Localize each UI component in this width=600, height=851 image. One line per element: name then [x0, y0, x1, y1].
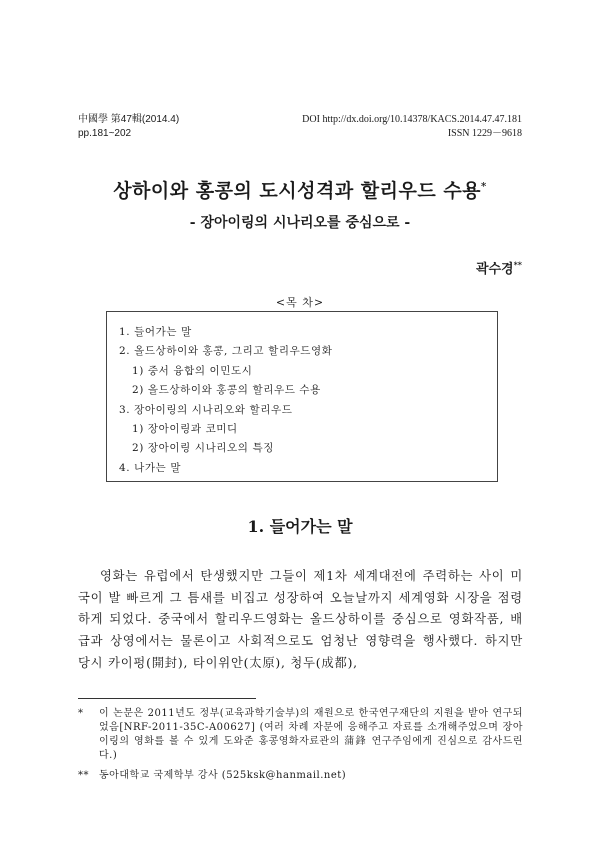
paper-title-text: 상하이와 홍콩의 도시성격과 할리우드 수용 [113, 180, 482, 202]
toc-item-3-2[interactable]: 2) 장아이링 시나리오의 특징 [132, 442, 274, 455]
footnote-1-mark: * [78, 708, 84, 719]
footnote-1 [78, 707, 523, 763]
body-paragraph: 영화는 유럽에서 탄생했지만 그들이 제1차 세계대전에 주력하는 사이 미국이 발 빠르게 그 틈새를 비집고 성장하여 오늘날까지 세계영화 시장을 점령하게 되었다. 중국에서 할리우드영화는 올드상하이를 중심으로 영화작품, 배급과 상영에서는 물론이고 사회적으로도 엄청난 영향력을 행사했다. 하지만 당시 카이펑(開封), 타이위안(太原), 청두(成都), [78, 569, 523, 670]
journal-info [78, 113, 179, 141]
author [476, 258, 522, 277]
paper-title [40, 176, 560, 203]
toc-item-2-1[interactable]: 1) 중서 융합의 이민도시 [132, 364, 253, 377]
footnote-2 [78, 769, 523, 783]
toc-item-2[interactable]: 2. 올드상하이와 홍콩, 그리고 할리우드영화 [119, 345, 333, 358]
doi-link[interactable]: DOI http://dx.doi.org/10.14378/KACS.2014.47.47.181 [302, 114, 522, 125]
toc-item-3-1[interactable]: 1) 장아이링과 코미디 [132, 423, 238, 436]
author-footnote-mark[interactable]: ** [513, 259, 522, 270]
toc-item-2-2[interactable]: 2) 올드상하이와 홍콩의 할리우드 수용 [132, 384, 321, 397]
footnote-2-mark: ** [78, 770, 89, 781]
doi-info [302, 113, 522, 141]
author-name: 곽수경 [475, 262, 514, 277]
footnote-divider [78, 698, 256, 699]
toc-item-3[interactable]: 3. 장아이링의 시나리오와 할리우드 [119, 403, 293, 416]
section-heading: 1. 들어가는 말 [247, 517, 353, 536]
toc-item-4[interactable]: 4. 나가는 말 [119, 461, 182, 474]
page-range: pp.181~202 [78, 128, 132, 139]
toc-heading: <목 차> [272, 294, 328, 310]
footnote-2-text: 동아대학교 국제학부 강사 (525ksk@hanmail.net) [99, 770, 347, 781]
journal-issue: 中國學 第47輯(2014.4) [78, 114, 180, 125]
issn: ISSN 1229－9618 [447, 128, 522, 139]
paper-subtitle: - 장아이링의 시나리오를 중심으로 - [189, 215, 411, 231]
toc-item-1[interactable]: 1. 들어가는 말 [119, 326, 192, 338]
footnote-1-text: 이 논문은 2011년도 정부(교육과학기술부)의 재원으로 한국연구재단의 지원을 받아 연구되었음[NRF-2011-35C-A00627] (여러 차례 자문에 응해주고 자료를 소개해주었으며 장아이링의 영화를 볼 수 있게 도와준 홍콩영화자료관의 蒲鋒 연구주임에게 진심으로 감사드린다.) [99, 708, 523, 761]
title-footnote-mark[interactable]: * [481, 181, 487, 193]
table-of-contents [106, 311, 498, 482]
